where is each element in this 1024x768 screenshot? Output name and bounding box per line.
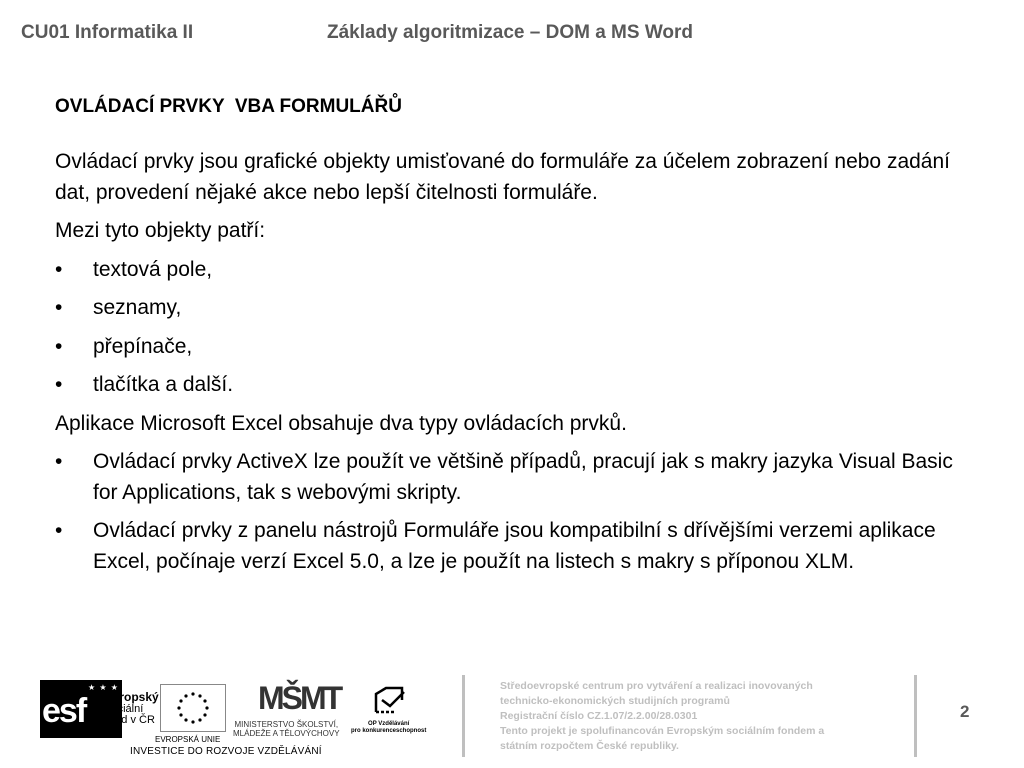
list-item: [55, 370, 960, 401]
esf-caption-line: evropský: [106, 690, 159, 704]
msmt-caption-line: MINISTERSTVO ŠKOLSTVÍ,: [234, 720, 339, 729]
esf-caption: [106, 692, 159, 726]
msmt-logo: MŠMT: [258, 680, 341, 716]
project-note-line: Středoevropské centrum pro vytváření a realizaci inovovaných: [500, 680, 813, 692]
list-item: [55, 293, 960, 324]
esf-caption-line: fond v ČR: [106, 714, 155, 726]
list-item-text: textová pole,: [93, 257, 213, 281]
eu-stars-icon: [161, 685, 225, 731]
page-number: 2: [960, 702, 970, 721]
esf-logo-text: esf: [42, 692, 86, 730]
list-item-text: seznamy,: [93, 296, 182, 319]
footer-logos: [40, 680, 440, 760]
msmt-caption: [233, 720, 340, 738]
footer-divider: [914, 675, 917, 757]
list-item-text: tlačítka a další.: [93, 373, 234, 396]
course-code: CU01 Informatika II: [21, 22, 194, 43]
eu-flag-icon: [160, 684, 226, 732]
list-item: [55, 332, 960, 363]
list-item-text: Ovládací prvky ActiveX lze použít ve většině případů, pracují jak s makry jazyka Visual Basic for Applications, tak s webovými skripty.: [93, 450, 953, 504]
project-note-line: Tento projekt je spolufinancován Evropským sociálním fondem a: [500, 725, 825, 737]
list-item-text: přepínače,: [93, 334, 193, 358]
slide-body: [55, 147, 960, 585]
list-item: [55, 447, 960, 508]
list-intro: Mezi tyto objekty patří:: [55, 219, 266, 242]
intro-paragraph: Ovládací prvky jsou grafické objekty umisťované do formuláře za účelem zobrazení nebo zadání dat, provedení nějaké akce nebo lepší čitelnosti formuláře.: [55, 150, 951, 204]
bullet-icon: •: [55, 296, 63, 319]
bullet-icon: •: [55, 257, 63, 281]
op-caption-line: OP Vzdělávání: [368, 721, 410, 727]
investment-slogan: INVESTICE DO ROZVOJE VZDĚLÁVÁNÍ: [130, 746, 322, 757]
slide-title: OVLÁDACÍ PRVKY VBA FORMULÁŘŮ: [55, 96, 402, 117]
project-note-line: technicko-ekonomických studijních programů: [500, 695, 730, 707]
msmt-caption-line: MLÁDEŽE A TĚLOVÝCHOVY: [233, 729, 340, 738]
op-logo-icon: [372, 686, 408, 714]
excel-intro: Aplikace Microsoft Excel obsahuje dva typy ovládacích prvků.: [55, 411, 627, 435]
bullet-icon: •: [55, 373, 63, 396]
list-item-text: Ovládací prvky z panelu nástrojů Formuláře jsou kompatibilní s dřívějšími verzemi aplikace Excel, počínaje verzí Excel 5.0, a lze je použít na listech s makry s příponou XLM.: [93, 519, 936, 573]
esf-caption-line: sociální: [106, 703, 144, 715]
list-item: [55, 255, 960, 286]
bullet-icon: •: [55, 519, 63, 542]
bullet-icon: •: [55, 334, 63, 358]
footer-divider: [462, 675, 465, 757]
project-note: [500, 679, 900, 754]
star-icon: ★ ★ ★: [88, 683, 119, 692]
bullet-icon: •: [55, 450, 63, 473]
project-note-line: Registrační číslo CZ.1.07/2.2.00/28.0301: [500, 710, 698, 722]
op-caption-line: pro konkurenceschopnost: [351, 728, 427, 734]
slide-header-title: Základy algoritmizace – DOM a MS Word: [327, 22, 694, 43]
list-item: [55, 516, 960, 577]
project-note-line: státním rozpočtem České republiky.: [500, 740, 679, 752]
op-caption: [351, 721, 426, 735]
eu-label: EVROPSKÁ UNIE: [155, 735, 221, 744]
